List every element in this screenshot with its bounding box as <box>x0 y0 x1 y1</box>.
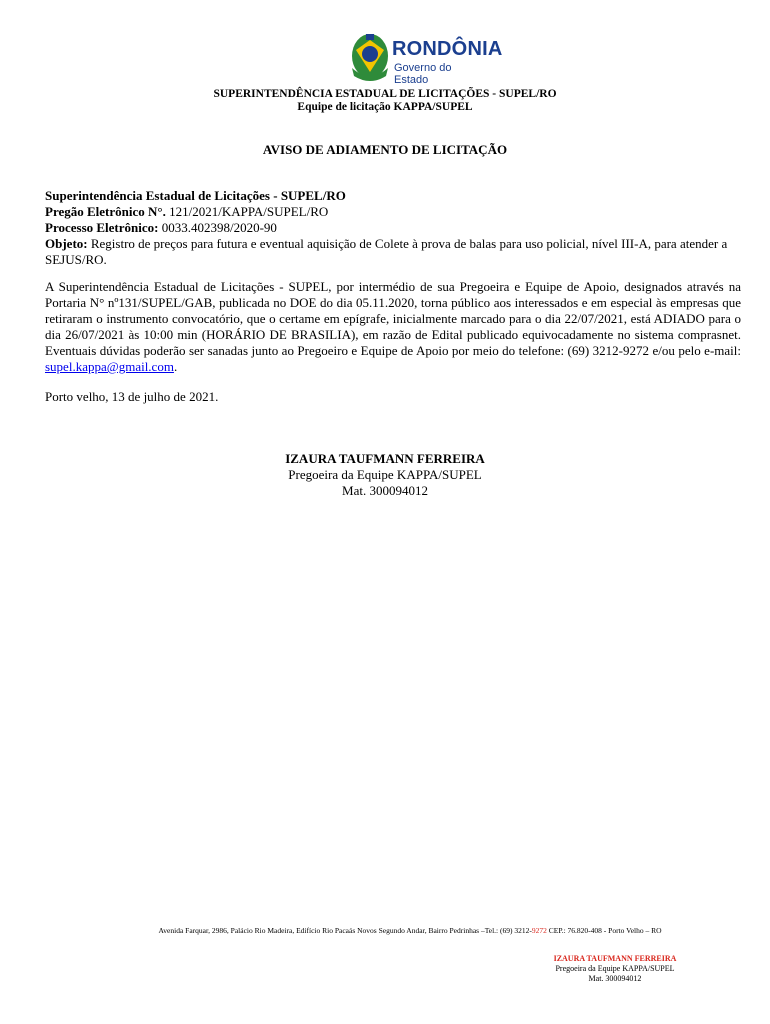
notice-body <box>45 279 741 375</box>
signature-block <box>0 451 770 499</box>
body-paragraph: A Superintendência Estadual de Licitações - SUPEL, por intermédio de sua Pregoeira e Equipe de Apoio, designados através na Portaria N° nº131/SUPEL/GAB, publicada no DOE do dia 05.11.2020, torna público aos interessados e em especial às empresas que retiraram o instrumento convocatório, que o certame em epígrafe, inicialmente marcado para o dia 22/07/2021, está ADIADO para o dia 26/07/2021 às 10:00 min (HORÁRIO DE BRASILIA), em razão de Edital publicado equivocadamente no sistema comprasnet. Eventuais dúvidas poderão ser sanadas junto ao Pregoeiro e Equipe de Apoio por meio do telefone: (69) 3212-9272 e/ou pelo e-mail: <box>45 279 741 358</box>
logo-brand: RONDÔNIA <box>392 38 503 60</box>
stamp-role: Pregoeira da Equipe KAPPA/SUPEL <box>555 964 675 973</box>
stamp-name: IZAURA TAUFMANN FERREIRA <box>553 954 677 963</box>
header-agency: SUPERINTENDÊNCIA ESTADUAL DE LICITAÇÕES - SUPEL/RO <box>213 88 557 100</box>
coat-of-arms-icon <box>348 32 392 84</box>
stamp-mat: Mat. 300094012 <box>588 974 642 983</box>
logo-subtitle: Governo do Estado <box>394 62 452 86</box>
notice-info <box>45 188 745 268</box>
footer-cep: CEP.: 76.820-408 - Porto Velho – RO <box>546 926 662 935</box>
document-title: AVISO DE ADIAMENTO DE LICITAÇÃO <box>262 142 508 157</box>
document-date: Porto velho, 13 de julho de 2021. <box>45 389 219 404</box>
signer-name: IZAURA TAUFMANN FERREIRA <box>285 451 485 466</box>
footer-phone-red: 9272 <box>531 926 547 935</box>
body-end: . <box>173 359 178 374</box>
objeto-value: Registro de preços para futura e eventual aquisição de Colete à prova de balas para uso policial, nível III-A, para atender a SEJUS/RO. <box>45 236 728 267</box>
state-logo <box>348 32 503 86</box>
signature-stamp <box>470 954 760 984</box>
processo-label: Processo Eletrônico: <box>45 220 159 235</box>
pregao-value: 121/2021/KAPPA/SUPEL/RO <box>165 204 329 219</box>
signer-mat: Mat. 300094012 <box>342 483 428 498</box>
info-org: Superintendência Estadual de Licitações - SUPEL/RO <box>45 188 346 203</box>
footer-address <box>0 926 770 935</box>
signer-role: Pregoeira da Equipe KAPPA/SUPEL <box>288 467 482 482</box>
processo-value: 0033.402398/2020-90 <box>158 220 277 235</box>
objeto-label: Objeto: <box>45 236 88 251</box>
pregao-label: Pregão Eletrônico N°. <box>45 204 166 219</box>
footer-address-text: Avenida Farquar, 2986, Palácio Rio Madeira, Edifício Rio Pacaás Novos Segundo Andar, Bairro Pedrinhas –Tel.: (69) 3212- <box>158 926 532 935</box>
email-link[interactable]: supel.kappa@gmail.com <box>45 359 174 374</box>
header-team: Equipe de licitação KAPPA/SUPEL <box>297 101 473 113</box>
